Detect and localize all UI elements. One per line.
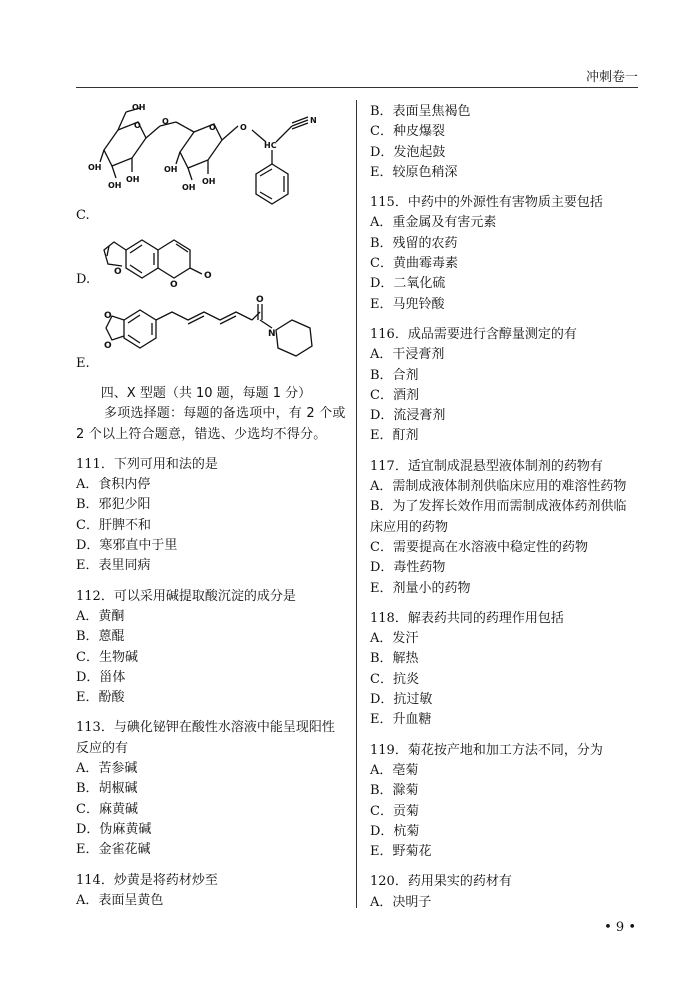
option-a: A．重金属及有害元素	[370, 215, 497, 231]
option-c: C．种皮爆裂	[370, 124, 445, 140]
option-d: D．发泡起鼓	[370, 144, 446, 160]
question-114-continued	[370, 102, 638, 183]
option-c: C．生物碱	[76, 649, 138, 665]
option-a: A．黄酮	[76, 608, 125, 624]
option-a: A．决明子	[370, 894, 432, 910]
option-b: B．蒽醌	[76, 629, 125, 645]
option-a: A．干浸膏剂	[370, 347, 445, 363]
option-e: E．升血糖	[370, 712, 432, 728]
option-c: C．需要提高在水溶液中稳定性的药物	[370, 539, 588, 555]
column-divider	[356, 100, 357, 908]
option-e: E．表里同病	[76, 558, 151, 574]
option-a: A．苦参碱	[76, 761, 138, 777]
option-e: E．金雀花碱	[76, 842, 151, 858]
option-b: B．胡椒碱	[76, 781, 138, 797]
atom-oh-3: OH	[108, 181, 122, 190]
option-e: E．酚酸	[76, 690, 125, 706]
question-112	[76, 587, 348, 709]
atom-oh-4: OH	[126, 175, 140, 184]
option-d: D．甾体	[76, 669, 126, 685]
question-117	[370, 457, 638, 599]
left-column	[76, 98, 348, 911]
option-c: C．麻黄碱	[76, 801, 138, 817]
atom-o-dioxole-1: O	[104, 311, 112, 321]
option-b: B．残留的农药	[370, 235, 458, 251]
option-a: A．亳菊	[370, 762, 419, 778]
atom-o-link-2: O	[240, 123, 247, 132]
question-118	[370, 609, 638, 731]
question-stem-line-2: 反应的有	[76, 740, 129, 756]
question-stem: 120．药用果实的药材有	[370, 874, 512, 890]
structure-label-c: C.	[76, 207, 90, 223]
atom-oh-7: OH	[202, 177, 216, 186]
question-stem: 117．适宜制成混悬型液体制剂的药物有	[370, 458, 603, 474]
option-c: C．肝脾不和	[76, 517, 151, 533]
question-stem: 118．解表药共同的药理作用包括	[370, 610, 564, 626]
right-column	[370, 102, 638, 913]
atom-o-link-1: O	[162, 117, 169, 126]
option-c: C．贡菊	[370, 803, 419, 819]
option-e: E．野菊花	[370, 844, 432, 860]
structure-c	[76, 98, 348, 226]
atom-oh-6: OH	[182, 183, 196, 192]
question-stem-line-1: 113．与碘化铋钾在酸性水溶液中能呈现阳性	[76, 720, 335, 736]
option-a: A．食积内停	[76, 477, 151, 493]
option-c: C．酒剂	[370, 387, 419, 403]
question-113	[76, 718, 348, 860]
atom-o-amide: O	[256, 295, 264, 305]
option-a: A．需制成液体制剂供临床应用的难溶性药物	[370, 479, 627, 495]
atom-o-dioxole-2: O	[104, 341, 112, 351]
question-114	[76, 871, 348, 912]
option-b: B．邪犯少阳	[76, 497, 151, 513]
amygdalin-structure	[76, 98, 348, 226]
atom-o-carbonyl: O	[204, 271, 212, 281]
psoralen-structure	[76, 226, 348, 290]
question-stem: 119．菊花按产地和加工方法不同，分为	[370, 742, 603, 758]
option-e: E．马兜铃酸	[370, 296, 445, 312]
option-e: E．较原色稍深	[370, 164, 458, 180]
atom-o-ring-2: O	[209, 123, 216, 132]
atom-o-pyrone: O	[170, 280, 178, 290]
question-116	[370, 325, 638, 447]
option-a: A．发汗	[370, 631, 419, 647]
option-d: D．二氧化硫	[370, 276, 446, 292]
option-d: D．寒邪直中于里	[76, 538, 178, 554]
atom-oh-5: OH	[164, 165, 178, 174]
section-instructions: 多项选择题：每题的备选项中，有 2 个或 2 个以上符合题意，错选、少选均不得分。	[76, 406, 346, 442]
structure-label-d: D.	[76, 271, 91, 287]
question-119	[370, 741, 638, 863]
question-stem: 114．炒黄是将药材炒至	[76, 872, 218, 888]
section-title: 四、X 型题（共 10 题，每题 1 分）	[100, 386, 312, 401]
question-115	[370, 193, 638, 315]
option-d: D．流浸膏剂	[370, 408, 446, 424]
option-c: C．黄曲霉毒素	[370, 256, 458, 272]
option-b-line-1: B．为了发挥长效作用而需制成液体药剂供临	[370, 499, 627, 515]
section-x-type	[76, 384, 348, 445]
atom-hc: HC	[264, 141, 277, 150]
option-b-line-2: 床应用的药物	[370, 519, 449, 535]
option-d: D．毒性药物	[370, 560, 446, 576]
option-b: B．合剂	[370, 367, 419, 383]
option-b: B．滁菊	[370, 783, 419, 799]
running-header	[76, 66, 638, 88]
atom-n-1: N	[310, 116, 317, 125]
option-d: D．伪麻黄碱	[76, 821, 152, 837]
structure-d	[76, 226, 348, 290]
atom-oh-2: OH	[88, 163, 102, 172]
option-e: E．酊剂	[370, 428, 419, 444]
question-stem: 111．下列可用和法的是	[76, 456, 218, 472]
question-120	[370, 872, 638, 913]
page-number: • 9 •	[604, 920, 636, 935]
option-b: B．表面呈焦褐色	[370, 104, 471, 119]
header-title: 冲刺卷一	[585, 70, 638, 85]
atom-n-2: N	[268, 329, 276, 339]
question-stem: 112．可以采用碱提取酸沉淀的成分是	[76, 588, 296, 604]
structure-label-e: E.	[76, 355, 90, 371]
question-stem: 116．成品需要进行含醇量测定的有	[370, 326, 577, 342]
option-b: B．解热	[370, 651, 419, 667]
option-a: A．表面呈黄色	[76, 892, 164, 908]
atom-o-ring-1: O	[134, 121, 141, 130]
option-c: C．抗炎	[370, 671, 419, 687]
header-rule	[76, 87, 638, 88]
question-111	[76, 455, 348, 577]
option-e: E．剂量小的药物	[370, 580, 471, 596]
atom-o-furan: O	[114, 267, 122, 277]
option-d: D．杭菊	[370, 823, 420, 839]
option-d: D．抗过敏	[370, 692, 433, 708]
atom-oh-1: OH	[132, 103, 146, 112]
structure-e	[76, 290, 348, 374]
question-stem: 115．中药中的外源性有害物质主要包括	[370, 195, 603, 211]
piperine-structure	[76, 290, 348, 374]
